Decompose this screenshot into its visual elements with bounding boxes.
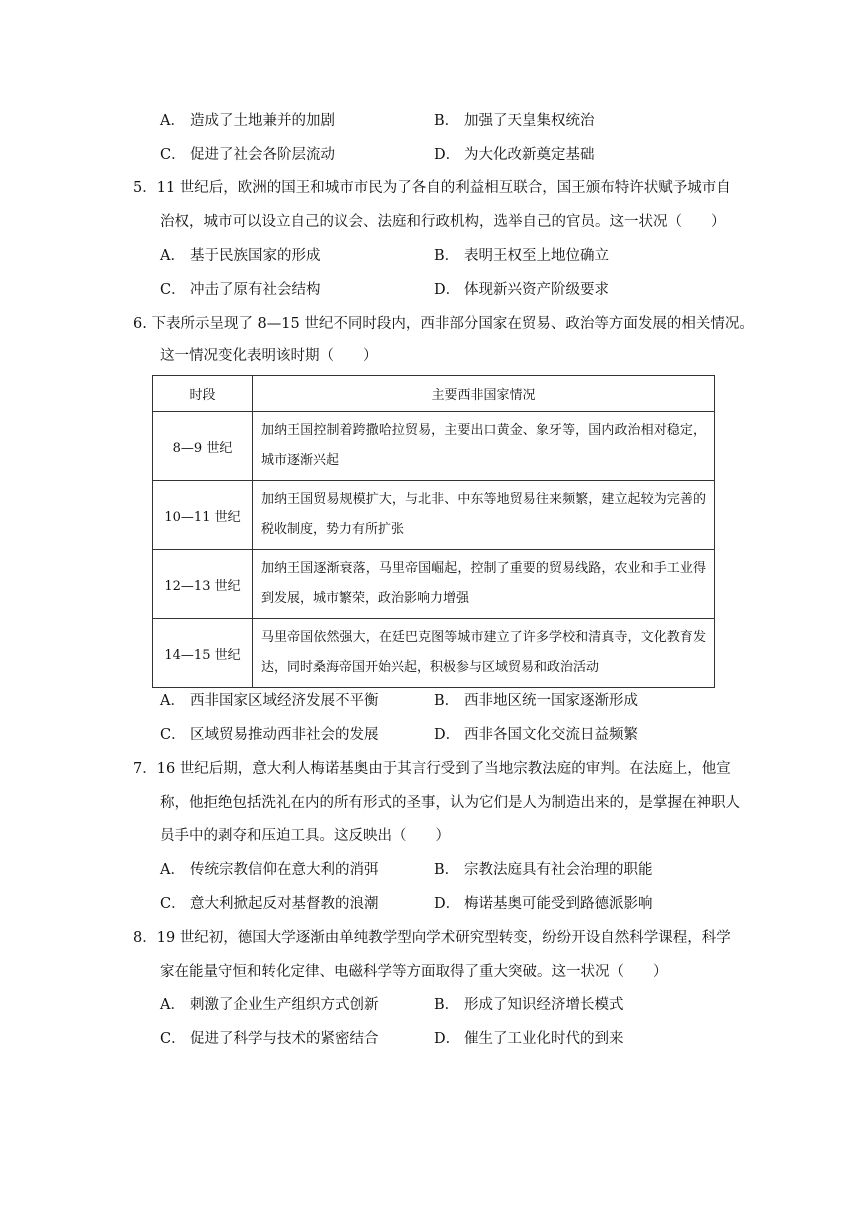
q6-stem-line2: 这一情况变化表明该时期（ ）	[160, 348, 378, 364]
table-cell-period: 12—13 世纪	[153, 550, 253, 619]
q8-option-c: C． 促进了科学与技术的紧密结合	[160, 1031, 379, 1047]
table-cell-period: 10—11 世纪	[153, 481, 253, 550]
table-row	[153, 481, 715, 550]
table-row	[153, 550, 715, 619]
table-row	[153, 412, 715, 481]
q8-stem-line2: 家在能量守恒和转化定律、电磁科学等方面取得了重大突破。这一状况（ ）	[160, 964, 668, 980]
q6-stem-line1: 6. 下表所示呈现了 8—15 世纪不同时段内，西非部分国家在贸易、政治等方面发展的相关情况。	[133, 316, 754, 332]
q5-option-a: A． 基于民族国家的形成	[160, 248, 321, 264]
q7-option-a: A． 传统宗教信仰在意大利的消弭	[160, 862, 379, 878]
q6-table	[152, 375, 715, 688]
table-cell-desc: 加纳王国贸易规模扩大，与北非、中东等地贸易往来频繁，建立起较为完善的税收制度，势力有所扩张	[253, 481, 715, 550]
table-row	[153, 619, 715, 688]
q5-stem-line2: 治权，城市可以设立自己的议会、法庭和行政机构，选举自己的官员。这一状况（ ）	[160, 214, 726, 230]
table-cell-desc: 加纳王国逐渐衰落，马里帝国崛起，控制了重要的贸易线路，农业和手工业得到发展，城市繁荣，政治影响力增强	[253, 550, 715, 619]
q6-option-d: D． 西非各国文化交流日益频繁	[434, 727, 638, 743]
q7-stem-line3: 员手中的剥夺和压迫工具。这反映出（ ）	[160, 828, 450, 844]
q8-option-d: D． 催生了工业化时代的到来	[434, 1031, 624, 1047]
q5-stem-line1: 5．11 世纪后，欧洲的国王和城市市民为了各自的利益相互联合，国王颁布特许状赋予城市自	[133, 180, 731, 196]
q5-option-b: B． 表明王权至上地位确立	[434, 248, 609, 264]
table-cell-period: 14—15 世纪	[153, 619, 253, 688]
q5-option-c: C． 冲击了原有社会结构	[160, 282, 321, 298]
q7-stem-line1: 7．16 世纪后期，意大利人梅诺基奥由于其言行受到了当地宗教法庭的审判。在法庭上，他宣	[133, 761, 731, 777]
q5-option-d: D． 体现新兴资产阶级要求	[434, 282, 609, 298]
table-cell-period: 8—9 世纪	[153, 412, 253, 481]
q4-option-c: C． 促进了社会各阶层流动	[160, 147, 335, 163]
q6-option-a: A． 西非国家区域经济发展不平衡	[160, 693, 379, 709]
q6-option-c: C． 区域贸易推动西非社会的发展	[160, 727, 379, 743]
q4-option-d: D． 为大化改新奠定基础	[434, 147, 595, 163]
q7-option-d: D． 梅诺基奥可能受到路德派影响	[434, 896, 653, 912]
q8-stem-line1: 8．19 世纪初，德国大学逐渐由单纯教学型向学术研究型转变，纷纷开设自然科学课程，科学	[133, 930, 731, 946]
table-header-row	[153, 376, 715, 412]
q7-option-b: B． 宗教法庭具有社会治理的职能	[434, 862, 653, 878]
q7-stem-line2: 称，他拒绝包括洗礼在内的所有形式的圣事，认为它们是人为制造出来的，是掌握在神职人	[160, 795, 740, 811]
q4-option-a: A． 造成了土地兼并的加剧	[160, 113, 335, 129]
table-header-situation: 主要西非国家情况	[253, 376, 715, 412]
q8-option-b: B． 形成了知识经济增长模式	[434, 997, 624, 1013]
q7-option-c: C． 意大利掀起反对基督教的浪潮	[160, 896, 379, 912]
q4-option-b: B． 加强了天皇集权统治	[434, 113, 595, 129]
q6-option-b: B． 西非地区统一国家逐渐形成	[434, 693, 638, 709]
table-cell-desc: 加纳王国控制着跨撒哈拉贸易，主要出口黄金、象牙等，国内政治相对稳定，城市逐渐兴起	[253, 412, 715, 481]
q8-option-a: A． 刺激了企业生产组织方式创新	[160, 997, 379, 1013]
table-header-period: 时段	[153, 376, 253, 412]
table-cell-desc: 马里帝国依然强大，在廷巴克图等城市建立了许多学校和清真寺，文化教育发达，同时桑海帝国开始兴起，积极参与区域贸易和政治活动	[253, 619, 715, 688]
